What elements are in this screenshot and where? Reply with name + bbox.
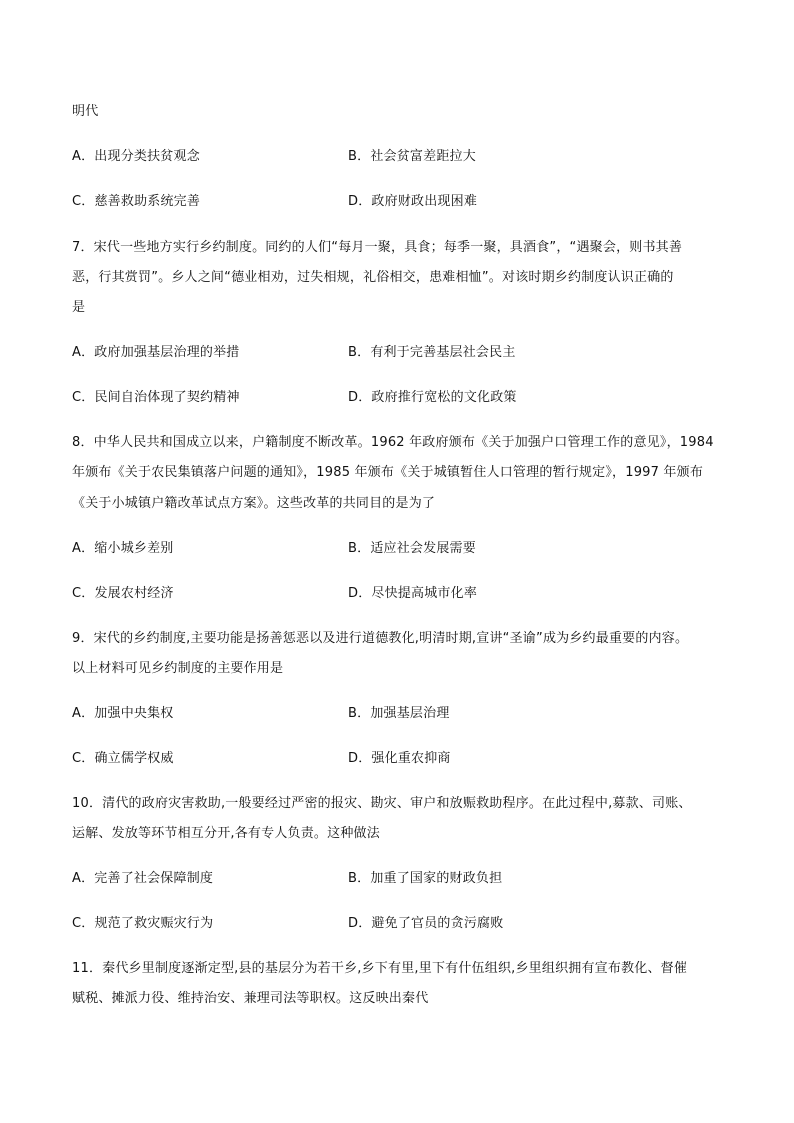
intro-option-d (348, 194, 477, 210)
question-10-option-c (72, 916, 213, 932)
question-9-option-a (72, 706, 174, 722)
option-text: 确立儒学权威 (94, 751, 174, 766)
option-letter: D． (348, 586, 372, 601)
question-9-option-d (348, 751, 451, 767)
option-letter: B． (348, 149, 371, 164)
intro-option-a (72, 149, 200, 165)
question-8-stem-line: 8．中华人民共和国成立以来，户籍制度不断改革。1962 年政府颁布《关于加强户口管理工作的意见》，1984 (72, 435, 714, 450)
option-letter: D． (348, 390, 372, 405)
option-letter: A． (72, 345, 95, 360)
option-text: 加强中央集权 (94, 706, 174, 721)
option-text: 加强基层治理 (370, 706, 450, 721)
question-7-option-d (348, 390, 517, 406)
option-text: 慈善救助系统完善 (94, 194, 201, 209)
option-text: 强化重农抑商 (371, 751, 451, 766)
intro-option-b (348, 149, 476, 165)
question-9-stem-line: 9．宋代的乡约制度,主要功能是扬善惩恶以及进行道德教化,明清时期,宣讲“圣谕”成为乡约最重要的内容。 (72, 631, 689, 646)
option-letter: B． (348, 871, 371, 886)
question-9-option-b (348, 706, 450, 722)
question-7-option-c (72, 390, 240, 406)
option-text: 有利于完善基层社会民主 (370, 345, 516, 360)
question-7-stem-line: 是 (72, 300, 86, 315)
option-letter: A． (72, 149, 95, 164)
question-7-option-b (348, 345, 516, 361)
option-text: 政府推行宽松的文化政策 (371, 390, 517, 405)
option-letter: A． (72, 871, 95, 886)
question-7-option-a (72, 345, 240, 361)
option-text: 民间自治体现了契约精神 (94, 390, 240, 405)
option-letter: C． (72, 586, 95, 601)
question-10-option-d (348, 916, 503, 932)
question-8-option-b (348, 541, 476, 557)
question-8-option-a (72, 541, 174, 557)
question-8-stem-line: 年颁布《关于农民集镇落户问题的通知》，1985 年颁布《关于城镇暂住人口管理的暂行规定》，1997 年颁布 (72, 465, 704, 480)
question-8-stem-line: 《关于小城镇户籍改革试点方案》。这些改革的共同目的是为了 (72, 496, 436, 511)
option-text: 适应社会发展需要 (370, 541, 476, 556)
option-text: 发展农村经济 (94, 586, 174, 601)
option-letter: B． (348, 345, 371, 360)
option-text: 避免了官员的贪污腐败 (371, 916, 504, 931)
question-9-stem-line: 以上材料可见乡约制度的主要作用是 (72, 661, 284, 676)
option-letter: C． (72, 390, 95, 405)
option-letter: B． (348, 706, 371, 721)
question-11-stem-line: 赋税、摊派力役、维持治安、兼理司法等职权。这反映出秦代 (72, 991, 429, 1006)
option-text: 社会贫富差距拉大 (370, 149, 476, 164)
question-7-stem-line: 恶，行其赏罚”。乡人之间“德业相劝，过失相规，礼俗相交，患难相恤”。对该时期乡约制度认识正确的 (72, 270, 674, 285)
option-text: 缩小城乡差别 (94, 541, 174, 556)
option-letter: C． (72, 916, 95, 931)
option-letter: B． (348, 541, 371, 556)
option-text: 完善了社会保障制度 (94, 871, 214, 886)
option-letter: D． (348, 916, 372, 931)
option-letter: D． (348, 751, 372, 766)
option-text: 政府加强基层治理的举措 (94, 345, 240, 360)
option-letter: A． (72, 706, 95, 721)
question-8-option-c (72, 586, 174, 602)
question-9-option-c (72, 751, 174, 767)
question-10-stem-line: 运解、发放等环节相互分开,各有专人负责。这种做法 (72, 826, 380, 841)
option-letter: C． (72, 194, 95, 209)
option-text: 规范了救灾赈灾行为 (94, 916, 214, 931)
option-text: 出现分类扶贫观念 (94, 149, 200, 164)
option-letter: A． (72, 541, 95, 556)
option-letter: D． (348, 194, 372, 209)
question-10-option-b (348, 871, 502, 887)
option-text: 尽快提高城市化率 (371, 586, 478, 601)
question-11-stem-line: 11．秦代乡里制度逐渐定型,县的基层分为若干乡,乡下有里,里下有什伍组织,乡里组织拥有宣布教化、督催 (72, 961, 688, 976)
question-7-stem-line: 7．宋代一些地方实行乡约制度。同约的人们“每月一聚，具食；每季一聚，具酒食”，“遇聚会，则书其善 (72, 240, 683, 255)
question-10-stem-line: 10．清代的政府灾害救助,一般要经过严密的报灾、勘灾、审户和放赈救助程序。在此过程中,募款、司账、 (72, 796, 692, 811)
option-text: 加重了国家的财政负担 (370, 871, 503, 886)
question-8-option-d (348, 586, 477, 602)
option-letter: C． (72, 751, 95, 766)
question-10-option-a (72, 871, 213, 887)
intro-option-c (72, 194, 200, 210)
intro-line: 明代 (72, 104, 99, 119)
option-text: 政府财政出现困难 (371, 194, 478, 209)
